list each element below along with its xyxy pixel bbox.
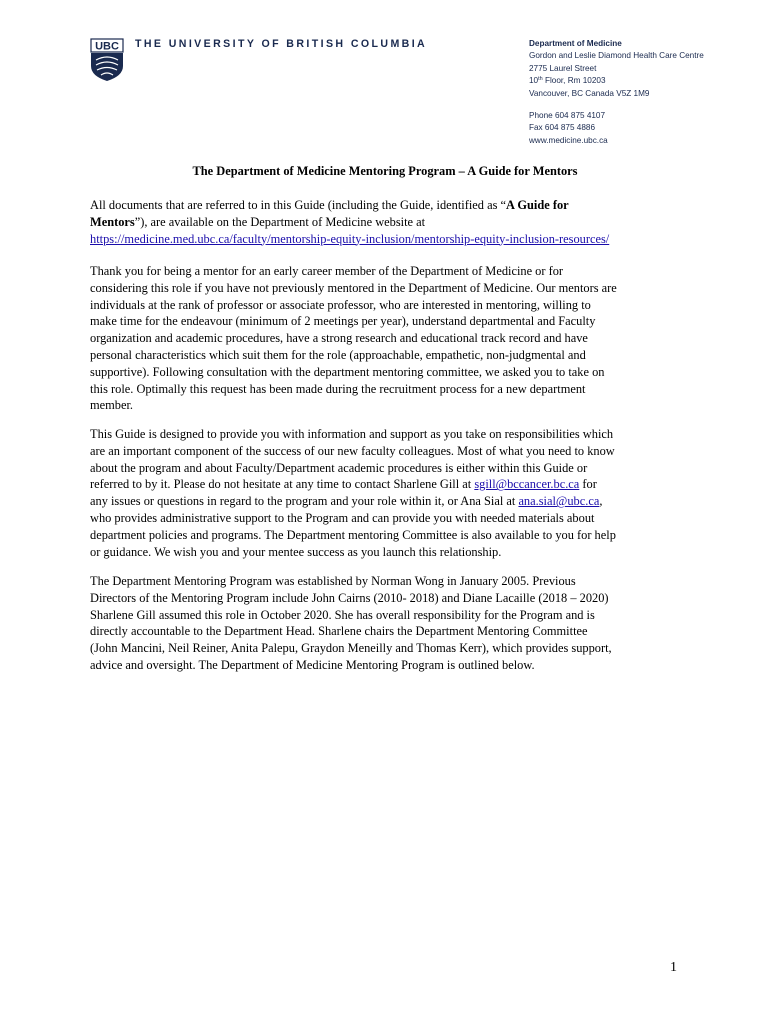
svg-text:UBC: UBC [95,40,119,53]
guide-info-paragraph [90,426,690,560]
email-link-sgill[interactable]: sgill@bccancer.bc.ca [474,477,580,492]
floor-suffix: th [538,76,543,83]
resources-link[interactable]: https://medicine.med.ubc.ca/faculty/mentorship-equity-inclusion/mentorship-equity-inclusion-resources/ [90,231,610,246]
paragraph-line: or guidance. We wish you and your mentee success as you launch this relationship. [90,544,502,559]
floor-room: Floor, Rm 10203 [542,76,606,86]
department-name: Department of Medicine [529,39,622,48]
paragraph-line: member. [90,398,134,413]
paragraph-line: organization and academic procedures, have a strong research and educational track record and have [90,331,588,346]
paragraph-line: department policies and programs. The Department mentoring Committee is also available to you for help [90,527,616,542]
paragraph-line: this role. Optimally this request has been made during the recruitment process for a new department [90,381,586,396]
floor-number: 10 [529,76,539,86]
address-line-floor [529,75,704,87]
document-title: The Department of Medicine Mentoring Program – A Guide for Mentors [192,164,578,178]
paragraph-line: directly accountable to the Department Head. Sharlene chairs the Department Mentoring Committee [90,624,588,639]
program-history-paragraph [90,573,690,674]
paragraph-line: are an important component of the success of our new faculty colleagues. Most of what you need to know [90,443,615,458]
page-number: 1 [670,960,677,975]
intro-paragraph [90,197,690,247]
paragraph-line: individuals at the rank of professor or associate professor, who are interested in mentoring, willing to [90,297,591,312]
paragraph-line: considering this role if you have not previously mentored in the Department of Medicine. Our mentors are [90,280,617,295]
ubc-logo [90,38,124,82]
thank-you-paragraph [90,263,690,414]
text: All documents that are referred to in this Guide (including the Guide, identified as “ [90,198,506,212]
text: for [579,477,597,492]
paragraph-line: who provides administrative support to the Program and can provide you with needed materials about [90,510,595,525]
paragraph-line: personal characteristics which suit them for the role (approachable, empathetic, non-judgmental and [90,347,586,362]
paragraph-line: This Guide is designed to provide you with information and support as you take on responsibilities which [90,427,614,441]
paragraph-line: supportive). Following consultation with the department mentoring committee, we asked you to take on [90,364,605,379]
paragraph-line: make time for the endeavour (minimum of 2 meetings per year), understand departmental and Faculty [90,314,596,329]
paragraph-line: (John Mancini, Neil Reiner, Anita Palepu, Graydon Meneilly and Thomas Kerr), which provides support, [90,641,612,656]
text: , [599,494,603,509]
paragraph-line: about the program and about Faculty/Department academic procedures is either within this Guide or [90,460,588,475]
email-link-asial[interactable]: ana.sial@ubc.ca [518,494,600,509]
department-address-block [529,38,704,147]
paragraph-line: The Department Mentoring Program was established by Norman Wong in January 2005. Previous [90,574,576,588]
paragraph-line: Directors of the Mentoring Program include John Cairns (2010- 2018) and Diane Lacaille (2018 – 2020) [90,590,609,605]
paragraph-line: Thank you for being a mentor for an early career member of the Department of Medicine or for [90,264,564,278]
text: any issues or questions in regard to the program and your role within it, or Ana Sial at [90,494,519,509]
bold-text: A Guide for [506,198,569,212]
bold-text: Mentors [90,214,135,229]
address-line: Vancouver, BC Canada V5Z 1M9 [529,88,650,98]
website: www.medicine.ubc.ca [529,135,608,145]
university-name: THE UNIVERSITY OF BRITISH COLUMBIA [135,38,428,50]
paragraph-line: Sharlene Gill assumed this role in October 2020. She has overall responsibility for the Program and is [90,607,595,622]
text: referred to by it. Please do not hesitate at any time to contact Sharlene Gill at [90,477,475,492]
fax-number: Fax 604 875 4886 [529,123,596,133]
address-line: 2775 Laurel Street [529,63,597,73]
text: ”), are available on the Department of Medicine website at [134,214,426,229]
address-line: Gordon and Leslie Diamond Health Care Centre [529,51,704,61]
paragraph-line: advice and oversight. The Department of Medicine Mentoring Program is outlined below. [90,657,535,672]
phone-number: Phone 604 875 4107 [529,111,606,121]
